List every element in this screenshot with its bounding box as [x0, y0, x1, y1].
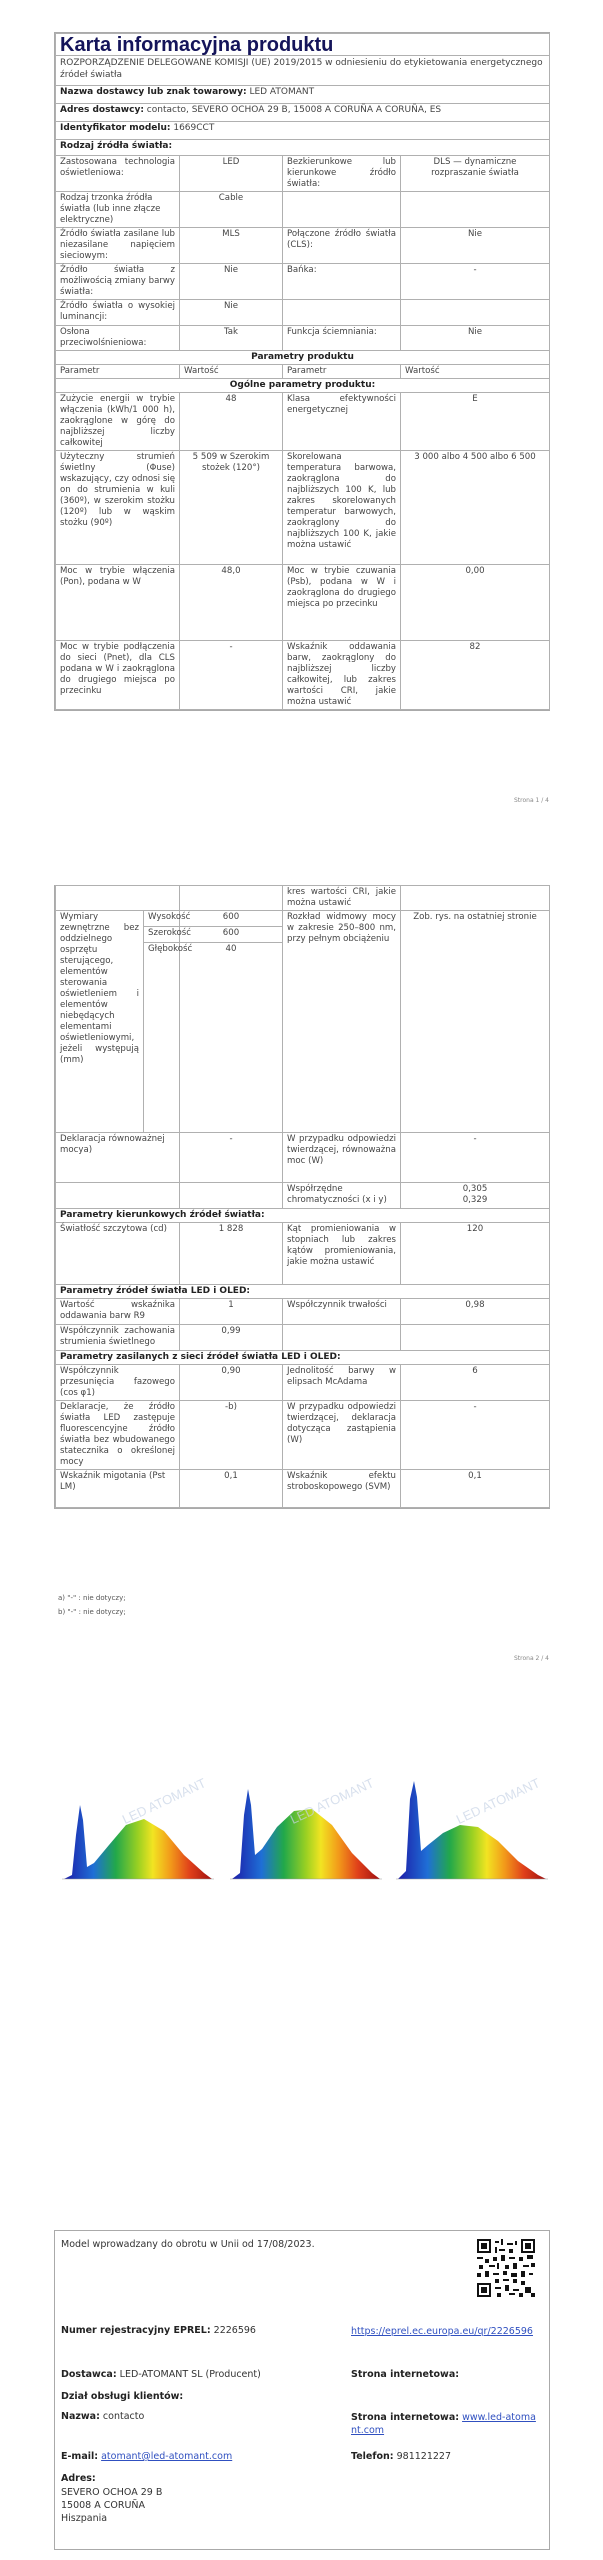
table-row [56, 1401, 550, 1470]
cell: 48 [180, 393, 283, 451]
cell: 120 [401, 1223, 550, 1285]
table-row [56, 565, 550, 641]
cell: 0,1 [180, 1470, 283, 1508]
chromaticity-label: Współrzędne chromatyczności (x i y) [283, 1183, 401, 1209]
cell: Moc w trybie czuwania (Psb), podana w W i zaokrąglona do drugiego miejsca po przecinku [283, 565, 401, 641]
col-value: Wartość [180, 365, 283, 379]
eprel-value: 2226596 [213, 2325, 256, 2336]
footnote-b: b) "-" : nie dotyczy; [58, 1608, 126, 1616]
light-source-type-header: Rodzaj źródła światła: [56, 140, 550, 156]
table-row [56, 156, 550, 192]
dimension-height-label: Wysokość [144, 911, 180, 927]
email-label: E-mail: [61, 2451, 99, 2462]
cell: Nie [180, 300, 283, 326]
email-link[interactable]: atomant@led-atomant.com [101, 2451, 233, 2462]
registration-info-box [54, 2230, 550, 2550]
led-params-header: Parametry źródeł światła LED i OLED: [56, 1285, 550, 1299]
cell: Nie [401, 326, 550, 351]
cell: Skorelowana temperatura barwowa, zaokrąglona do najbliższych 100 K, lub zakres skorelowanych temperatur barwowych, zaokrąglony do najbliższych 100 K, jakie można ustawić [283, 451, 401, 565]
web2-label: Strona internetowa: [351, 2412, 460, 2423]
address-label: Adres dostawcy: [60, 105, 144, 115]
cell: Osłona przeciwolśnieniowa: [56, 326, 180, 351]
table-row [56, 192, 550, 228]
cell: Tak [180, 326, 283, 351]
cell: Źródło światła o wysokiej luminancji: [56, 300, 180, 326]
address-value: contacto, SEVERO OCHOA 29 B, 15008 A CORUÑA A CORUÑA, ES [146, 105, 442, 115]
cell: Nie [180, 264, 283, 300]
cell: Wskaźnik oddawania barw, zaokrąglony do najbliższej liczby całkowitej, lub zakres wartości CRI, jakie można ustawić [283, 641, 401, 710]
equivalent-power-label: Deklaracja równoważnej mocya) [56, 1133, 180, 1183]
cell: LED [180, 156, 283, 192]
cell: 0,1 [401, 1470, 550, 1508]
dimension-depth-value: 40 [180, 943, 283, 1133]
table-row [56, 1470, 550, 1508]
footnote-a: a) "-" : nie dotyczy; [58, 1594, 126, 1602]
name-label: Nazwa: [61, 2411, 100, 2422]
cell: Rodzaj trzonka źródła światła (lub inne złącze elektryczne) [56, 192, 180, 228]
cell: E [401, 393, 550, 451]
cell: Cable [180, 192, 283, 228]
equivalent-power-right-label: W przypadku odpowiedzi twierdzącej, równoważna moc (W) [283, 1133, 401, 1183]
directional-params-header: Parametry kierunkowych źródeł światła: [56, 1209, 550, 1223]
watermark: LED ATOMANT [287, 1775, 377, 1827]
intro-text: Model wprowadzany do obrotu w Unii od 17/08/2023. [61, 2239, 315, 2250]
cell: Wskaźnik migotania (Pst LM) [56, 1470, 180, 1508]
cell: 0,00 [401, 565, 550, 641]
page-number: Strona 1 / 4 [513, 797, 549, 804]
cell: 5 509 w Szerokim stożek (120°) [180, 451, 283, 565]
watermark: LED ATOMANT [453, 1775, 543, 1827]
service-label: Dział obsługi klientów: [61, 2391, 184, 2402]
page-number: Strona 2 / 4 [513, 1655, 549, 1662]
chromaticity-value: 0,305 0,329 [401, 1183, 550, 1209]
cell: Współczynnik trwałości [283, 1299, 401, 1325]
web-label: Strona internetowa: [351, 2369, 460, 2380]
regulation-text: ROZPORZĄDZENIE DELEGOWANE KOMISJI (UE) 2019/2015 w odniesieniu do etykietowania energetycznego źródeł światła [56, 56, 550, 86]
eprel-label: Numer rejestracyjny EPREL: [61, 2325, 211, 2336]
supplier-label: Nazwa dostawcy lub znak towarowy: [60, 87, 247, 97]
cell: Nie [401, 228, 550, 264]
spectrum-graph [54, 1775, 214, 1887]
spectrum-6500k [388, 1775, 548, 1887]
cell: Moc w trybie podłączenia do sieci (Pnet), dla CLS podana w W i zaokrąglona do drugiego miejsca po przecinku [56, 641, 180, 710]
cell: Kąt promieniowania w stopniach lub zakres kątów promieniowania, jakie można ustawić [283, 1223, 401, 1285]
table-row [56, 1299, 550, 1325]
table-row [56, 451, 550, 565]
cell [283, 300, 401, 326]
cell: Współczynnik przesunięcia fazowego (cos φ1) [56, 1365, 180, 1401]
cell: Zastosowana technologia oświetleniowa: [56, 156, 180, 192]
cell: Wartość wskaźnika oddawania barw R9 [56, 1299, 180, 1325]
cell: 82 [401, 641, 550, 710]
table-row [56, 1365, 550, 1401]
phone-value: 981121227 [396, 2451, 452, 2462]
table-row [56, 911, 550, 927]
cell: Światłość szczytowa (cd) [56, 1223, 180, 1285]
page-2 [0, 885, 603, 1685]
model-value: 1669CCT [173, 123, 215, 133]
cell: 0,98 [401, 1299, 550, 1325]
table-row [56, 1183, 550, 1209]
table-row [56, 1133, 550, 1183]
cell [401, 300, 550, 326]
cell [401, 192, 550, 228]
dimensions-label: Wymiary zewnętrzne bez oddzielnego osprzętu sterującego, elementów sterowania oświetleniem i elementów niebędących elementami oświetleniowymi, jeżeli występują (mm) [56, 911, 144, 1133]
col-param: Parametr [56, 365, 180, 379]
cell: 1 828 [180, 1223, 283, 1285]
cell: Połączone źródło światła (CLS): [283, 228, 401, 264]
address-line: Hiszpania [61, 2513, 108, 2524]
table-row [56, 300, 550, 326]
table-row [56, 326, 550, 351]
table-row [56, 641, 550, 710]
spectrum-graph [222, 1775, 382, 1887]
spectrum-4500k [222, 1775, 382, 1887]
cell: Źródło światła zasilane lub niezasilane napięciem sieciowym: [56, 228, 180, 264]
dimension-width-value: 600 [180, 927, 283, 943]
qr-code-icon[interactable] [477, 2239, 535, 2297]
cell: Zużycie energii w trybie włączenia (kWh/1 000 h), zaokrąglone w górę do najbliższej liczby całkowitej [56, 393, 180, 451]
table-row [56, 1325, 550, 1351]
spd-value: Zob. rys. na ostatniej stronie [401, 911, 550, 1133]
cell: DLS — dynamiczne rozpraszanie światła [401, 156, 550, 192]
name-value: contacto [102, 2411, 145, 2422]
cell: 48,0 [180, 565, 283, 641]
dimension-height-value: 600 [180, 911, 283, 927]
dimension-width-label: Szerokość [144, 927, 180, 943]
cell: Jednolitość barwy w elipsach McAdama [283, 1365, 401, 1401]
col-param-2: Parametr [283, 365, 401, 379]
page-3-spectra [0, 1760, 603, 1920]
address-line: 15008 A CORUÑA [61, 2500, 146, 2511]
cell: MLS [180, 228, 283, 264]
supplier-value: LED ATOMANT [249, 87, 315, 97]
cell [283, 192, 401, 228]
cell: Bańka: [283, 264, 401, 300]
dealer-label: Dostawca: [61, 2369, 117, 2380]
mains-params-header: Parametry zasilanych z sieci źródeł światła LED i OLED: [56, 1351, 550, 1365]
equivalent-power-value: - [180, 1133, 283, 1183]
cell: Moc w trybie włączenia (Pon), podana w W [56, 565, 180, 641]
cell: -b) [180, 1401, 283, 1470]
website-link[interactable]: www.led-atomant.com [351, 2412, 536, 2436]
cell: 3 000 albo 4 500 albo 6 500 [401, 451, 550, 565]
cell: Wskaźnik efektu stroboskopowego (SVM) [283, 1470, 401, 1508]
spectrum-graph [388, 1775, 548, 1887]
page-1 [0, 0, 603, 820]
product-params-header: Parametry produktu [56, 351, 550, 365]
col-value-2: Wartość [401, 365, 550, 379]
address-line: SEVERO OCHOA 29 B [61, 2487, 163, 2498]
cell: Klasa efektywności energetycznej [283, 393, 401, 451]
dealer-value: LED-ATOMANT SL (Producent) [119, 2369, 261, 2380]
cell: 6 [401, 1365, 550, 1401]
address-label-footer: Adres: [61, 2473, 96, 2484]
cell: Funkcja ściemniania: [283, 326, 401, 351]
cell: Bezkierunkowe lub kierunkowe źródło światła: [283, 156, 401, 192]
table-row [56, 264, 550, 300]
cell: Źródło światła z możliwością zmiany barwy światła: [56, 264, 180, 300]
spectrum-3000k [54, 1775, 214, 1887]
general-params-header: Ogólne parametry produktu: [56, 379, 550, 393]
model-label: Identyfikator modelu: [60, 123, 171, 133]
phone-label: Telefon: [351, 2451, 394, 2462]
product-sheet-page-1 [54, 32, 550, 711]
dimension-depth-label: Głębokość [144, 943, 180, 1133]
cell: - [401, 264, 550, 300]
table-row [56, 393, 550, 451]
watermark: LED ATOMANT [119, 1775, 209, 1827]
cell: - [180, 641, 283, 710]
cell: Współczynnik zachowania strumienia świetlnego [56, 1325, 180, 1351]
spd-label: Rozkład widmowy mocy w zakresie 250–800 nm, przy pełnym obciążeniu [283, 911, 401, 1133]
cri-continued: kres wartości CRI, jakie można ustawić [283, 886, 401, 911]
cell: 1 [180, 1299, 283, 1325]
eprel-link[interactable]: https://eprel.ec.europa.eu/qr/2226596 [351, 2326, 533, 2337]
cell: W przypadku odpowiedzi twierdzącej, deklaracja dotycząca zastąpienia (W) [283, 1401, 401, 1470]
cell: 0,90 [180, 1365, 283, 1401]
product-sheet-page-2 [54, 885, 550, 1509]
page-title: Karta informacyjna produktu [56, 34, 550, 56]
equivalent-power-right-value: - [401, 1133, 550, 1183]
cell: 0,99 [180, 1325, 283, 1351]
cell: Użyteczny strumień świetlny (Φuse) wskazujący, czy odnosi się on do strumienia w kuli (360º), w szerokim stożku (120º) lub w wąskim stożku (90º) [56, 451, 180, 565]
cell: Deklaracje, że źródło światła LED zastępuje fluorescencyjne źródło światła bez wbudowanego statecznika o określonej mocy [56, 1401, 180, 1470]
cell: - [401, 1401, 550, 1470]
table-row [56, 228, 550, 264]
table-row [56, 1223, 550, 1285]
